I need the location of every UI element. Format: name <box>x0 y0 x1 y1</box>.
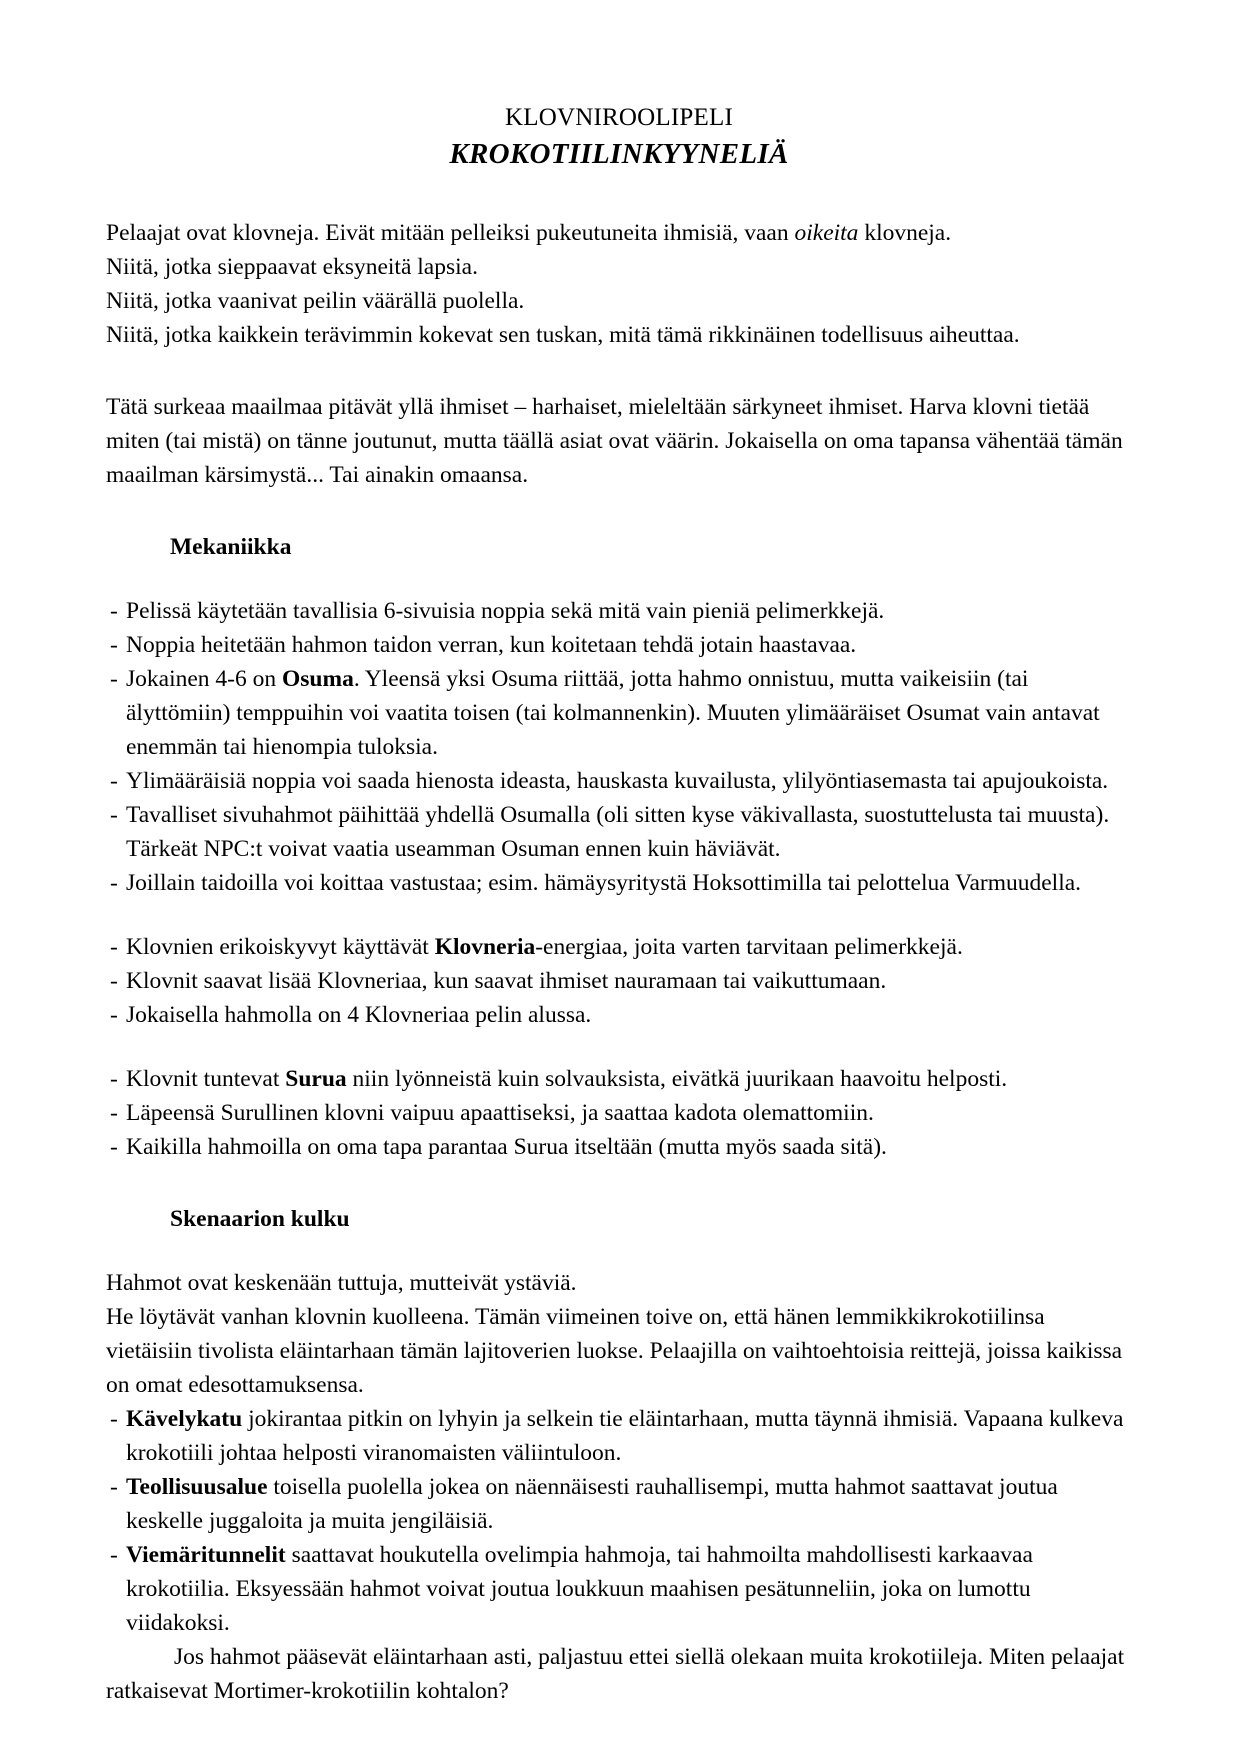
list-item <box>106 628 1132 662</box>
mekaniikka-bullet-group-1 <box>106 594 1132 900</box>
bullet-dash: - <box>110 802 118 828</box>
list-item-text-pre: Klovnit tuntevat <box>126 1066 286 1092</box>
list-item <box>106 764 1132 798</box>
intro-line-3: Niitä, jotka vaanivat peilin väärällä puolella. <box>106 288 525 314</box>
list-item <box>106 798 1132 866</box>
section-heading-mekaniikka: Mekaniikka <box>170 534 292 560</box>
bullet-dash: - <box>110 1002 118 1028</box>
list-item-text-post: jokirantaa pitkin on lyhyin ja selkein tie eläintarhaan, mutta täynnä ihmisiä. Vapaana kulkeva krokotiili johtaa helposti viranomaisten väliintuloon. <box>126 1406 1124 1466</box>
list-item <box>106 1538 1132 1640</box>
list-item <box>106 964 1132 998</box>
bullet-dash: - <box>110 598 118 624</box>
list-item-text: Tavalliset sivuhahmot päihittää yhdellä Osumalla (oli sitten kyse väkivallasta, suostuttelusta tai muusta). Tärkeät NPC:t voivat vaatia useamman Osuman ennen kuin häviävät. <box>126 802 1110 862</box>
route-name-kavelykatu: Kävelykatu <box>126 1406 243 1432</box>
intro-emphasis-oikeita: oikeita <box>794 220 859 246</box>
section-heading-skenaarion-kulku: Skenaarion kulku <box>170 1206 350 1232</box>
intro-line-4: Niitä, jotka kaikkein terävimmin kokevat sen tuskan, mitä tämä rikkinäinen todellisuus aiheuttaa. <box>106 322 1020 348</box>
bullet-dash: - <box>110 768 118 794</box>
bullet-dash: - <box>110 1542 118 1568</box>
list-item-text-pre: Klovnien erikoiskyvyt käyttävät <box>126 934 435 960</box>
list-item-text: Kaikilla hahmoilla on oma tapa parantaa Surua itseltään (mutta myös saada sitä). <box>126 1134 887 1160</box>
bullet-dash: - <box>110 934 118 960</box>
list-item-text: Jokaisella hahmolla on 4 Klovneriaa pelin alussa. <box>126 1002 592 1028</box>
bullet-dash: - <box>110 1406 118 1432</box>
mekaniikka-bullet-group-3 <box>106 1062 1132 1164</box>
document-body <box>106 216 1132 1708</box>
intro-block <box>106 216 1132 352</box>
list-item-text: Ylimääräisiä noppia voi saada hienosta ideasta, hauskasta kuvailusta, ylilyöntiasemasta tai apujoukoista. <box>126 768 1109 794</box>
intro-line-1 <box>106 216 1132 250</box>
list-item <box>106 1130 1132 1164</box>
list-item <box>106 594 1132 628</box>
list-item <box>106 1096 1132 1130</box>
list-item <box>106 1062 1132 1096</box>
term-klovneria: Klovneria <box>434 934 536 960</box>
spacer <box>106 352 1132 390</box>
document-title-block <box>106 102 1132 172</box>
mekaniikka-bullet-group-2 <box>106 930 1132 1032</box>
list-item-text: Läpeensä Surullinen klovni vaipuu apaattiseksi, ja saattaa kadota olemattomiin. <box>126 1100 874 1126</box>
spacer <box>106 492 1132 530</box>
title-supertitle: KLOVNIROOLIPELI <box>505 104 733 131</box>
spacer <box>106 564 1132 594</box>
scenario-intro-line-2: He löytävät vanhan klovnin kuolleena. Tämän viimeinen toive on, että hänen lemmikkikrokotiilinsa vietäisiin tivolista eläintarhaan tämän lajitoverien luokse. Pelaajilla on vaihtoehtoisia reittejä, joissa kaikissa on omat edesottamuksensa. <box>106 1304 1123 1398</box>
bullet-dash: - <box>110 1474 118 1500</box>
term-surua: Surua <box>285 1066 347 1092</box>
list-item <box>106 866 1132 900</box>
bullet-dash: - <box>110 1134 118 1160</box>
bullet-dash: - <box>110 666 118 692</box>
list-item-text: Joillain taidoilla voi koittaa vastustaa; esim. hämäysyritystä Hoksottimilla tai pelottelua Varmuudella. <box>126 870 1082 896</box>
spacer <box>106 1164 1132 1202</box>
bullet-dash: - <box>110 1066 118 1092</box>
list-item <box>106 1402 1132 1470</box>
scenario-route-list <box>106 1402 1132 1640</box>
scenario-intro-line-1: Hahmot ovat keskenään tuttuja, mutteivät ystäviä. <box>106 1270 577 1296</box>
list-item-text-pre: Jokainen 4-6 on <box>126 666 282 692</box>
intro-line-1-part-a: Pelaajat ovat klovneja. Eivät mitään pelleiksi pukeutuneita ihmisiä, vaan <box>106 220 795 246</box>
bullet-dash: - <box>110 968 118 994</box>
spacer <box>106 1032 1132 1062</box>
list-item <box>106 662 1132 764</box>
list-item-text-post: -energiaa, joita varten tarvitaan pelimerkkejä. <box>535 934 963 960</box>
list-item-text-post: niin lyönneistä kuin solvauksista, eivätkä juurikaan haavoitu helposti. <box>346 1066 1008 1092</box>
intro-line-1-part-b: klovneja. <box>858 220 952 246</box>
route-name-teollisuusalue: Teollisuusalue <box>126 1474 268 1500</box>
list-item <box>106 1470 1132 1538</box>
list-item-text-post: toisella puolella jokea on näennäisesti rauhallisempi, mutta hahmot saattavat joutua keskelle juggaloita ja muita jengiläisiä. <box>126 1474 1058 1534</box>
list-item-text: Klovnit saavat lisää Klovneriaa, kun saavat ihmiset nauramaan tai vaikuttumaan. <box>126 968 887 994</box>
list-item-text: Noppia heitetään hahmon taidon verran, kun koitetaan tehdä jotain haastavaa. <box>126 632 857 658</box>
bullet-dash: - <box>110 1100 118 1126</box>
spacer <box>106 900 1132 930</box>
list-item-text-post: saattavat houkutella ovelimpia hahmoja, tai hahmoilta mahdollisesti karkaavaa krokotiilia. Eksyessään hahmot voivat joutua loukkuun maahisen pesätunneliin, joka on lumottu viidakoksi. <box>126 1542 1033 1636</box>
intro-line-2: Niitä, jotka sieppaavat eksyneitä lapsia. <box>106 254 478 280</box>
route-name-viemaritunnelit: Viemäritunnelit <box>126 1542 286 1568</box>
bullet-dash: - <box>110 870 118 896</box>
list-item-text: Pelissä käytetään tavallisia 6-sivuisia noppia sekä mitä vain pieniä pelimerkkejä. <box>126 598 885 624</box>
page-title: KROKOTIILINKYYNELIÄ <box>449 138 789 170</box>
bullet-dash: - <box>110 632 118 658</box>
list-item <box>106 998 1132 1032</box>
list-item <box>106 930 1132 964</box>
list-item-text-post: . Yleensä yksi Osuma riittää, jotta hahmo onnistuu, mutta vaikeisiin (tai älyttömiin) temppuihin voi vaatita toisen (tai kolmannenkin). Muuten ylimääräiset Osumat vain antavat enemmän tai hienompia tuloksia. <box>126 666 1100 760</box>
spacer <box>106 1236 1132 1266</box>
term-osuma: Osuma <box>282 666 354 692</box>
second-paragraph: Tätä surkeaa maailmaa pitävät yllä ihmiset – harhaiset, mieleltään särkyneet ihmiset. Harva klovni tietää miten (tai mistä) on tänne joutunut, mutta täällä asiat ovat väärin. Jokaisella on oma tapansa vähentää tämän maailman kärsimystä... Tai ainakin omaansa. <box>106 394 1123 488</box>
scenario-closing-paragraph: Jos hahmot pääsevät eläintarhaan asti, paljastuu ettei siellä olekaan muita krokotiileja. Miten pelaajat ratkaisevat Mortimer-krokotiilin kohtalon? <box>106 1644 1125 1704</box>
